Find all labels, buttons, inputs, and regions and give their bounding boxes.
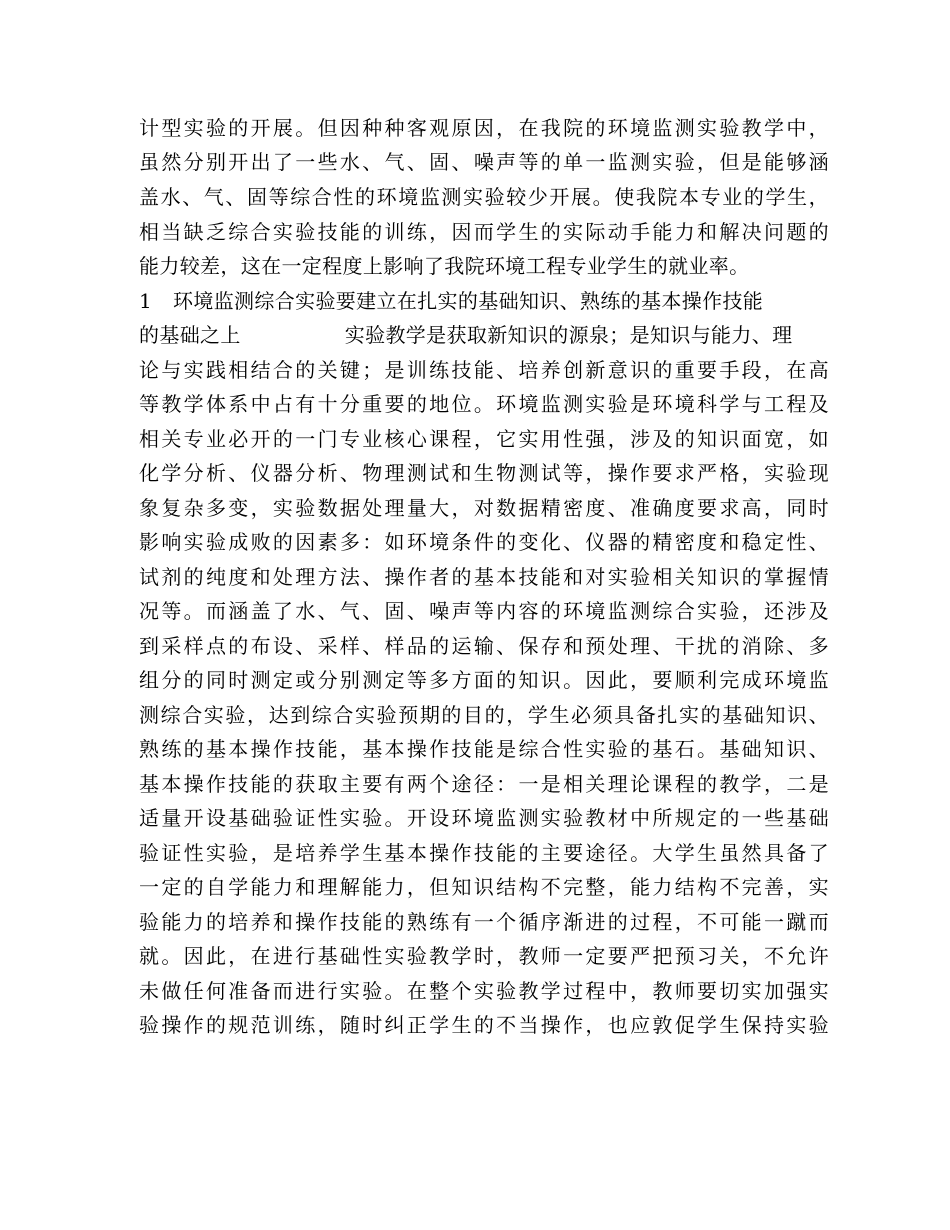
body-line: 化学分析、仪器分析、物理测试和生物测试等，操作要求严格，实验现 [139, 461, 829, 485]
body-line: 基本操作技能的获取主要有两个途径：一是相关理论课程的教学，二是 [139, 772, 829, 796]
body-line: 等教学体系中占有十分重要的地位。环境监测实验是环境科学与工程及 [139, 392, 829, 416]
section-first-text: 实验教学是获取新知识的源泉；是知识与能力、理 [344, 323, 793, 347]
body-line: 测综合实验，达到综合实验预期的目的，学生必须具备扎实的基础知识、 [139, 703, 829, 727]
section-heading-line-1 [139, 286, 829, 316]
body-line: 验能力的培养和操作技能的熟练有一个循序渐进的过程，不可能一蹴而 [139, 910, 829, 934]
body-line: 论与实践相结合的关键；是训练技能、培养创新意识的重要手段，在高 [139, 358, 829, 382]
section-heading-line-2 [139, 320, 829, 350]
paragraph-line: 相当缺乏综合实验技能的训练，因而学生的实际动手能力和解决问题的 [139, 220, 829, 244]
body-line: 况等。而涵盖了水、气、固、噪声等内容的环境监测综合实验，还涉及 [139, 599, 829, 623]
body-line: 一定的自学能力和理解能力，但知识结构不完整，能力结构不完善，实 [139, 875, 829, 899]
body-line: 熟练的基本操作技能，基本操作技能是综合性实验的基石。基础知识、 [139, 737, 829, 761]
body-line: 试剂的纯度和处理方法、操作者的基本技能和对实验相关知识的掌握情 [139, 565, 829, 589]
body-line: 象复杂多变，实验数据处理量大，对数据精密度、准确度要求高，同时 [139, 496, 829, 520]
body-line: 相关专业必开的一门专业核心课程，它实用性强，涉及的知识面宽，如 [139, 427, 829, 451]
paragraph-line: 虽然分别开出了一些水、气、固、噪声等的单一监测实验，但是能够涵 [139, 150, 829, 174]
section-title-part-1: 环境监测综合实验要建立在扎实的基础知识、熟练的基本操作技能 [173, 289, 764, 313]
paragraph-line: 计型实验的开展。但因种种客观原因，在我院的环境监测实验教学中， [139, 116, 829, 140]
paragraph-line: 能力较差，这在一定程度上影响了我院环境工程专业学生的就业率。 [139, 254, 750, 278]
body-line: 就。因此，在进行基础性实验教学时，教师一定要严把预习关，不允许 [139, 944, 829, 968]
body-line: 到采样点的布设、采样、样品的运输、保存和预处理、干扰的消除、多 [139, 634, 829, 658]
body-line: 影响实验成败的因素多：如环境条件的变化、仪器的精密度和稳定性、 [139, 530, 829, 554]
body-line: 适量开设基础验证性实验。开设环境监测实验教材中所规定的一些基础 [139, 806, 829, 830]
body-line: 未做任何准备而进行实验。在整个实验教学过程中，教师要切实加强实 [139, 979, 829, 1003]
body-line: 验证性实验，是培养学生基本操作技能的主要途径。大学生虽然具备了 [139, 841, 829, 865]
body-line: 组分的同时测定或分别测定等多方面的知识。因此，要顺利完成环境监 [139, 668, 829, 692]
paragraph-line: 盖水、气、固等综合性的环境监测实验较少开展。使我院本专业的学生， [139, 185, 829, 209]
section-number: 1 [139, 289, 153, 313]
body-line: 验操作的规范训练，随时纠正学生的不当操作，也应敦促学生保持实验 [139, 1013, 829, 1037]
section-title-part-2: 的基础之上 [139, 323, 241, 347]
